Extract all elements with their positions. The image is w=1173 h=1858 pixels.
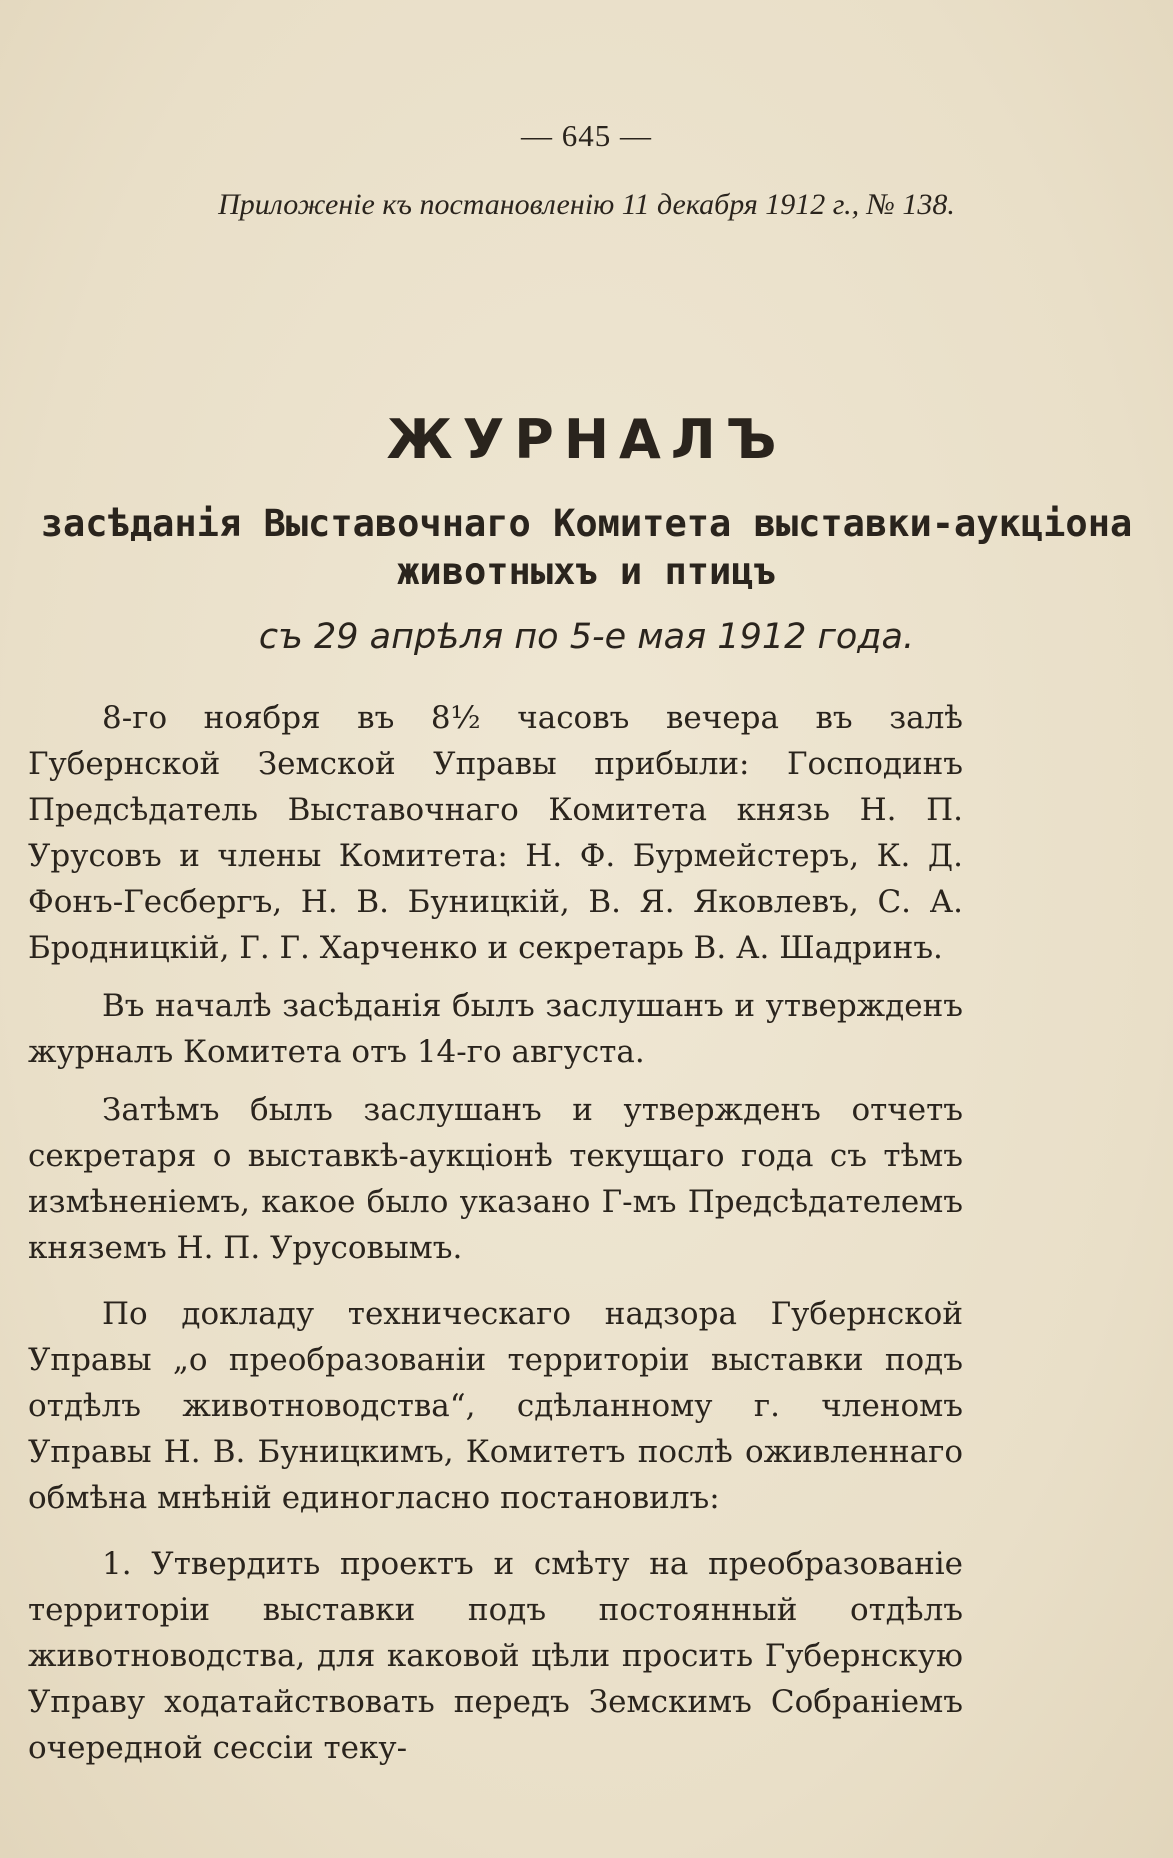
- paragraph-journal-approval: Въ началѣ засѣданія былъ заслушанъ и утвержденъ журналъ Комитета отъ 14-го августа.: [28, 988, 963, 1070]
- journal-subtitle: [20, 500, 1153, 596]
- subtitle-line-2: животныхъ и птицъ: [397, 550, 776, 593]
- journal-title: ЖУРНАЛЪ: [386, 408, 787, 471]
- paragraph-report-approval: Затѣмъ былъ заслушанъ и утвержденъ отчетъ секретаря о выставкѣ-аукціонѣ текущаго года съ тѣмъ измѣненіемъ, какое было указано Г-мъ Предсѣдателемъ княземъ Н. П. Урусовымъ.: [28, 1092, 963, 1266]
- appendix-line: Приложеніе къ постановленію 11 декабря 1912 г., № 138.: [218, 188, 955, 221]
- page-number: — 645 —: [521, 118, 652, 153]
- subtitle-line-1: засѣданія Выставочнаго Комитета выставки-аукціона: [40, 502, 1133, 545]
- paragraph-technical-report: По докладу техническаго надзора Губернской Управы „о преобразованіи территоріи выставки подъ отдѣлъ животноводства“, сдѣланному г. членомъ Управы Н. В. Буницкимъ, Комитетъ послѣ оживленнаго обмѣна мнѣній единогласно постановилъ:: [28, 1296, 963, 1516]
- body-text: [28, 695, 963, 1783]
- paragraph-resolution-1: 1. Утвердить проектъ и смѣту на преобразованіе территоріи выставки подъ постоянный отдѣлъ животноводства, для каковой цѣли просить Губернскую Управу ходатайствовать передъ Земскимъ Собраніемъ очередной сессіи теку-: [28, 1546, 963, 1766]
- paragraph-attendance: 8-го ноября въ 8½ часовъ вечера въ залѣ Губернской Земской Управы прибыли: Господинъ Предсѣдатель Выставочнаго Комитета князь Н. П. Урусовъ и члены Комитета: Н. Ф. Бурмейстеръ, К. Д. Фонъ-Гесбергъ, Н. В. Буницкій, В. Я. Яковлевъ, С. А. Бродницкій, Г. Г. Харченко и секретарь В. А. Шадринъ.: [28, 700, 963, 966]
- session-dates: съ 29 апрѣля по 5-е мая 1912 года.: [258, 617, 915, 657]
